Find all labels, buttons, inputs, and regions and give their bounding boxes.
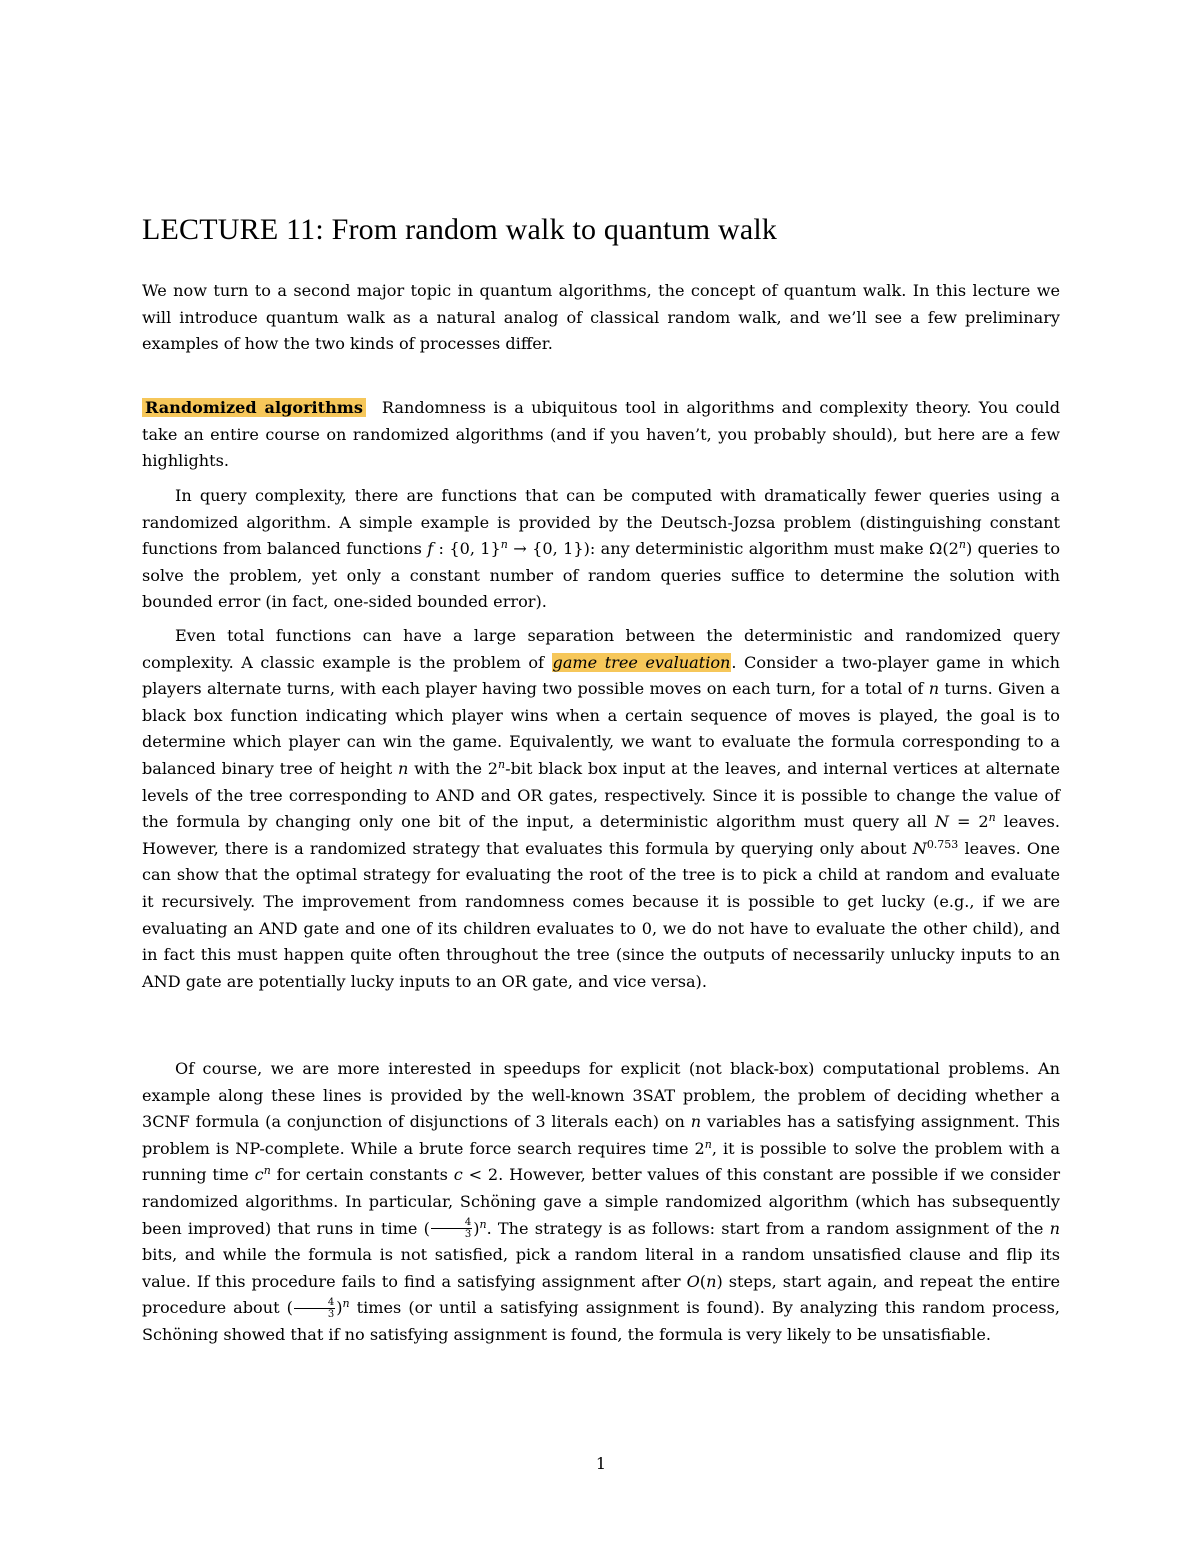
page-number: 1 [595, 1454, 607, 1473]
section-lead-text: Randomness is a ubiquitous tool in algorithms and complexity theory. You could take an entire course on randomized algorithms (and if you haven’t, you probably should), but here are a few highlights. [142, 398, 1060, 471]
fraction-four-thirds-2: $\frac{4}{3}$ [294, 1297, 335, 1320]
intro-paragraph: We now turn to a second major topic in quantum algorithms, the concept of quantum walk. In this lecture we will introduce quantum walk as a natural analog of classical random walk, and we’ll see a few preliminary examples of how the two kinds of processes differ. [142, 281, 1060, 354]
highlighted-term-game-tree: game tree evaluation [552, 652, 731, 672]
query-complexity-paragraph: In query complexity, there are functions that can be computed with dramatically fewer queries using a randomized algorithm. A simple example is provided by the Deutsch-Jozsa problem (distinguishing constant functions from balanced functions f : {0, 1}$^n$ → {0, 1}): any deterministic algorithm must make Ω(2$^n$) queries to solve the problem, yet only a constant number of random queries suffice to determine the solution with bounded error (in fact, one-sided bounded error). [142, 486, 1061, 612]
3sat-paragraph: Of course, we are more interested in speedups for explicit (not black-box) computational problems. An example along these lines is provided by the well-known 3SAT problem, the problem of deciding whether a 3CNF formula (a conjunction of disjunctions of 3 literals each) on n variables has a satisfying assignment. This problem is NP-complete. While a brute force search requires time 2$^n$, it is possible to solve the problem with a running time $c^n$ for certain constants c < 2. However, better values of this constant are possible if we consider randomized algorithms. In particular, Schöning gave a simple randomized algorithm (which has subsequently been improved) that runs in time ( $\frac{4}{3}$ )$^n$. The strategy is as follows: start from a random assignment of the n bits, and while the formula is not satisfied, pick a random literal in a random unsatisfied clause and flip its value. If this procedure fails to find a satisfying assignment after O(n) steps, start again, and repeat the entire procedure about ( $\frac{4}{3}$ )$^n$ times (or until a satisfying assignment is found). By analyzing this random process, Schöning showed that if no satisfying assignment is found, the formula is very likely to be unsatisfiable. [142, 1059, 1061, 1344]
lecture-title: LECTURE 11: From random walk to quantum walk [142, 213, 778, 246]
game-tree-paragraph: Even total functions can have a large separation between the deterministic and randomized query complexity. A classic example is the problem of game tree evaluation. Consider a two-player game in which players alternate turns, with each player having two possible moves on each turn, for a total of n turns. Given a black box function indicating which player wins when a certain sequence of moves is played, the goal is to determine which player can win the game. Equivalently, we want to evaluate the formula corresponding to a balanced binary tree of height n with the 2$^n$-bit black box input at the leaves, and internal vertices at alternate levels of the tree corresponding to AND and OR gates, respectively. Since it is possible to change the value of the formula by changing only one bit of the input, a deterministic algorithm must query all $N = 2^n$ leaves. However, there is a randomized strategy that evaluates this formula by querying only about $N^{0.753}$ leaves. One can show that the optimal strategy for evaluating the root of the tree is to pick a child at random and evaluate it recursively. The improvement from randomness comes because it is possible to get lucky (e.g., if we are evaluating an AND gate and one of its children evaluates to 0, we do not have to evaluate the other child), and in fact this must happen quite often throughout the tree (since the outputs of necessarily unlucky inputs to an AND gate are potentially lucky inputs to an OR gate, and vice versa). [142, 626, 1060, 991]
fraction-four-thirds: $\frac{4}{3}$ [431, 1217, 472, 1240]
section-randomized-paragraph [142, 395, 1060, 475]
section-heading-highlighted: Randomized algorithms [142, 398, 366, 417]
